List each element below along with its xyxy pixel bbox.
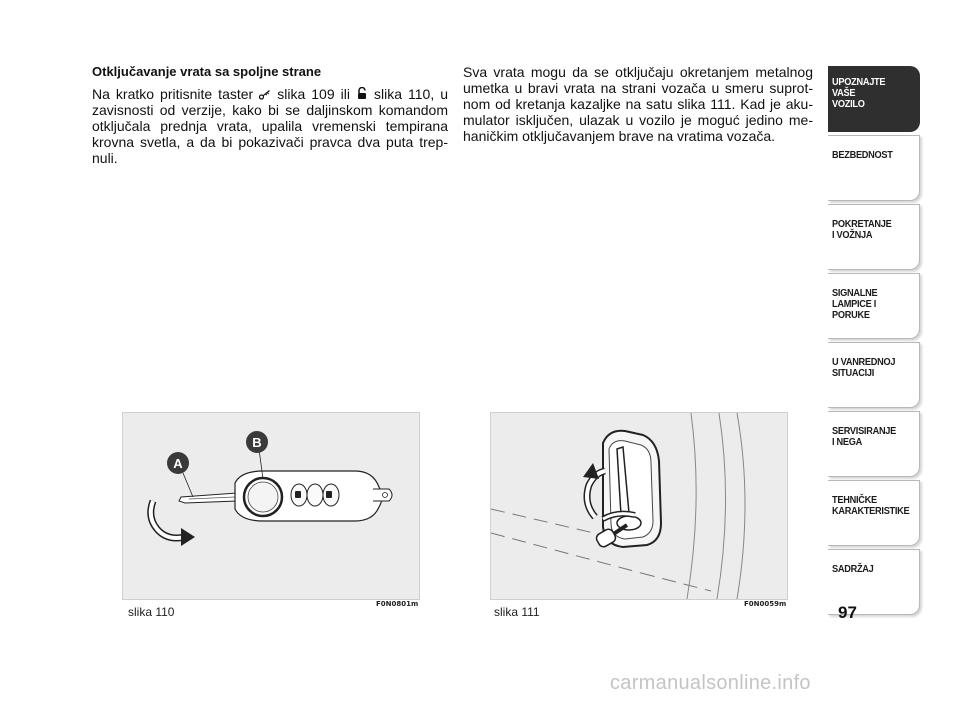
figure-caption-110: slika 110 [128, 605, 175, 619]
page-number: 97 [838, 603, 857, 622]
section-heading: Otključavanje vrata sa spoljne strane [92, 64, 322, 79]
open-padlock-icon [356, 87, 368, 98]
tab-label: U VANREDNOJ SITUACIJI [832, 357, 896, 379]
figure-door-lock [490, 412, 788, 600]
key-unlock-icon [259, 87, 271, 98]
key-fob-illustration [123, 413, 419, 599]
tab-label: BEZBEDNOST [832, 150, 893, 161]
tab-upoznajte-vase-vozilo[interactable] [828, 66, 920, 132]
tab-label: SIGNALNE LAMPICE I PORUKE [832, 288, 878, 321]
figure-code-110: F0N0801m [376, 600, 419, 608]
figure-key-fob [122, 412, 420, 600]
callout-b: B [252, 435, 262, 450]
figure-caption-111: slika 111 [494, 605, 540, 619]
chapter-tabs [828, 66, 920, 618]
tab-pokretanje-i-voznja[interactable] [828, 204, 920, 270]
unlock-paragraph [92, 86, 448, 166]
tab-label: POKRETANJE I VOŽNJA [832, 219, 892, 241]
tab-signalne-lampice[interactable] [828, 273, 920, 339]
tab-label: TEHNIČKE KARAKTERISTIKE [832, 495, 910, 517]
tab-u-vanrednoj-situaciji[interactable] [828, 342, 920, 408]
para-part-b: slika 109 ili [277, 86, 350, 102]
figure-code-111: F0N0059m [744, 600, 787, 608]
left-column [92, 64, 448, 166]
tab-label: SERVISIRANJE I NEGA [832, 426, 897, 448]
tab-label: UPOZNAJTE VAŠE VOZILO [832, 77, 886, 110]
callout-a: A [173, 456, 183, 471]
right-column [463, 64, 813, 144]
tab-tehnicke-karakteristike[interactable] [828, 480, 920, 546]
tab-servisiranje-i-nega[interactable] [828, 411, 920, 477]
mechanical-unlock-paragraph: Sva vrata mogu da se otključaju okretanjem metalnog umetka u bravi vrata na strani vozača u smeru suprot-nom od kretanja kazaljke na satu slika 111. Kad je aku-mulator isključen, ulazak u vozilo je moguć jedino me-haničkim otključavanjem brave na vratima vozača. [463, 64, 813, 144]
tab-bezbednost[interactable] [828, 135, 920, 201]
watermark: carmanualsonline.info [610, 672, 811, 694]
para-part-c: slika 110, u zavisnosti od verzije, kako bi se daljinskom komandom otključala prednja vrata, upalila vremenski tempirana krovna svetla, a da bi pokazivači pravca dva puta trep-nuli. [92, 86, 449, 166]
para-part-a: Na kratko pritisnite taster [92, 86, 254, 102]
tab-label: SADRŽAJ [832, 564, 874, 575]
door-lock-illustration [491, 413, 787, 599]
